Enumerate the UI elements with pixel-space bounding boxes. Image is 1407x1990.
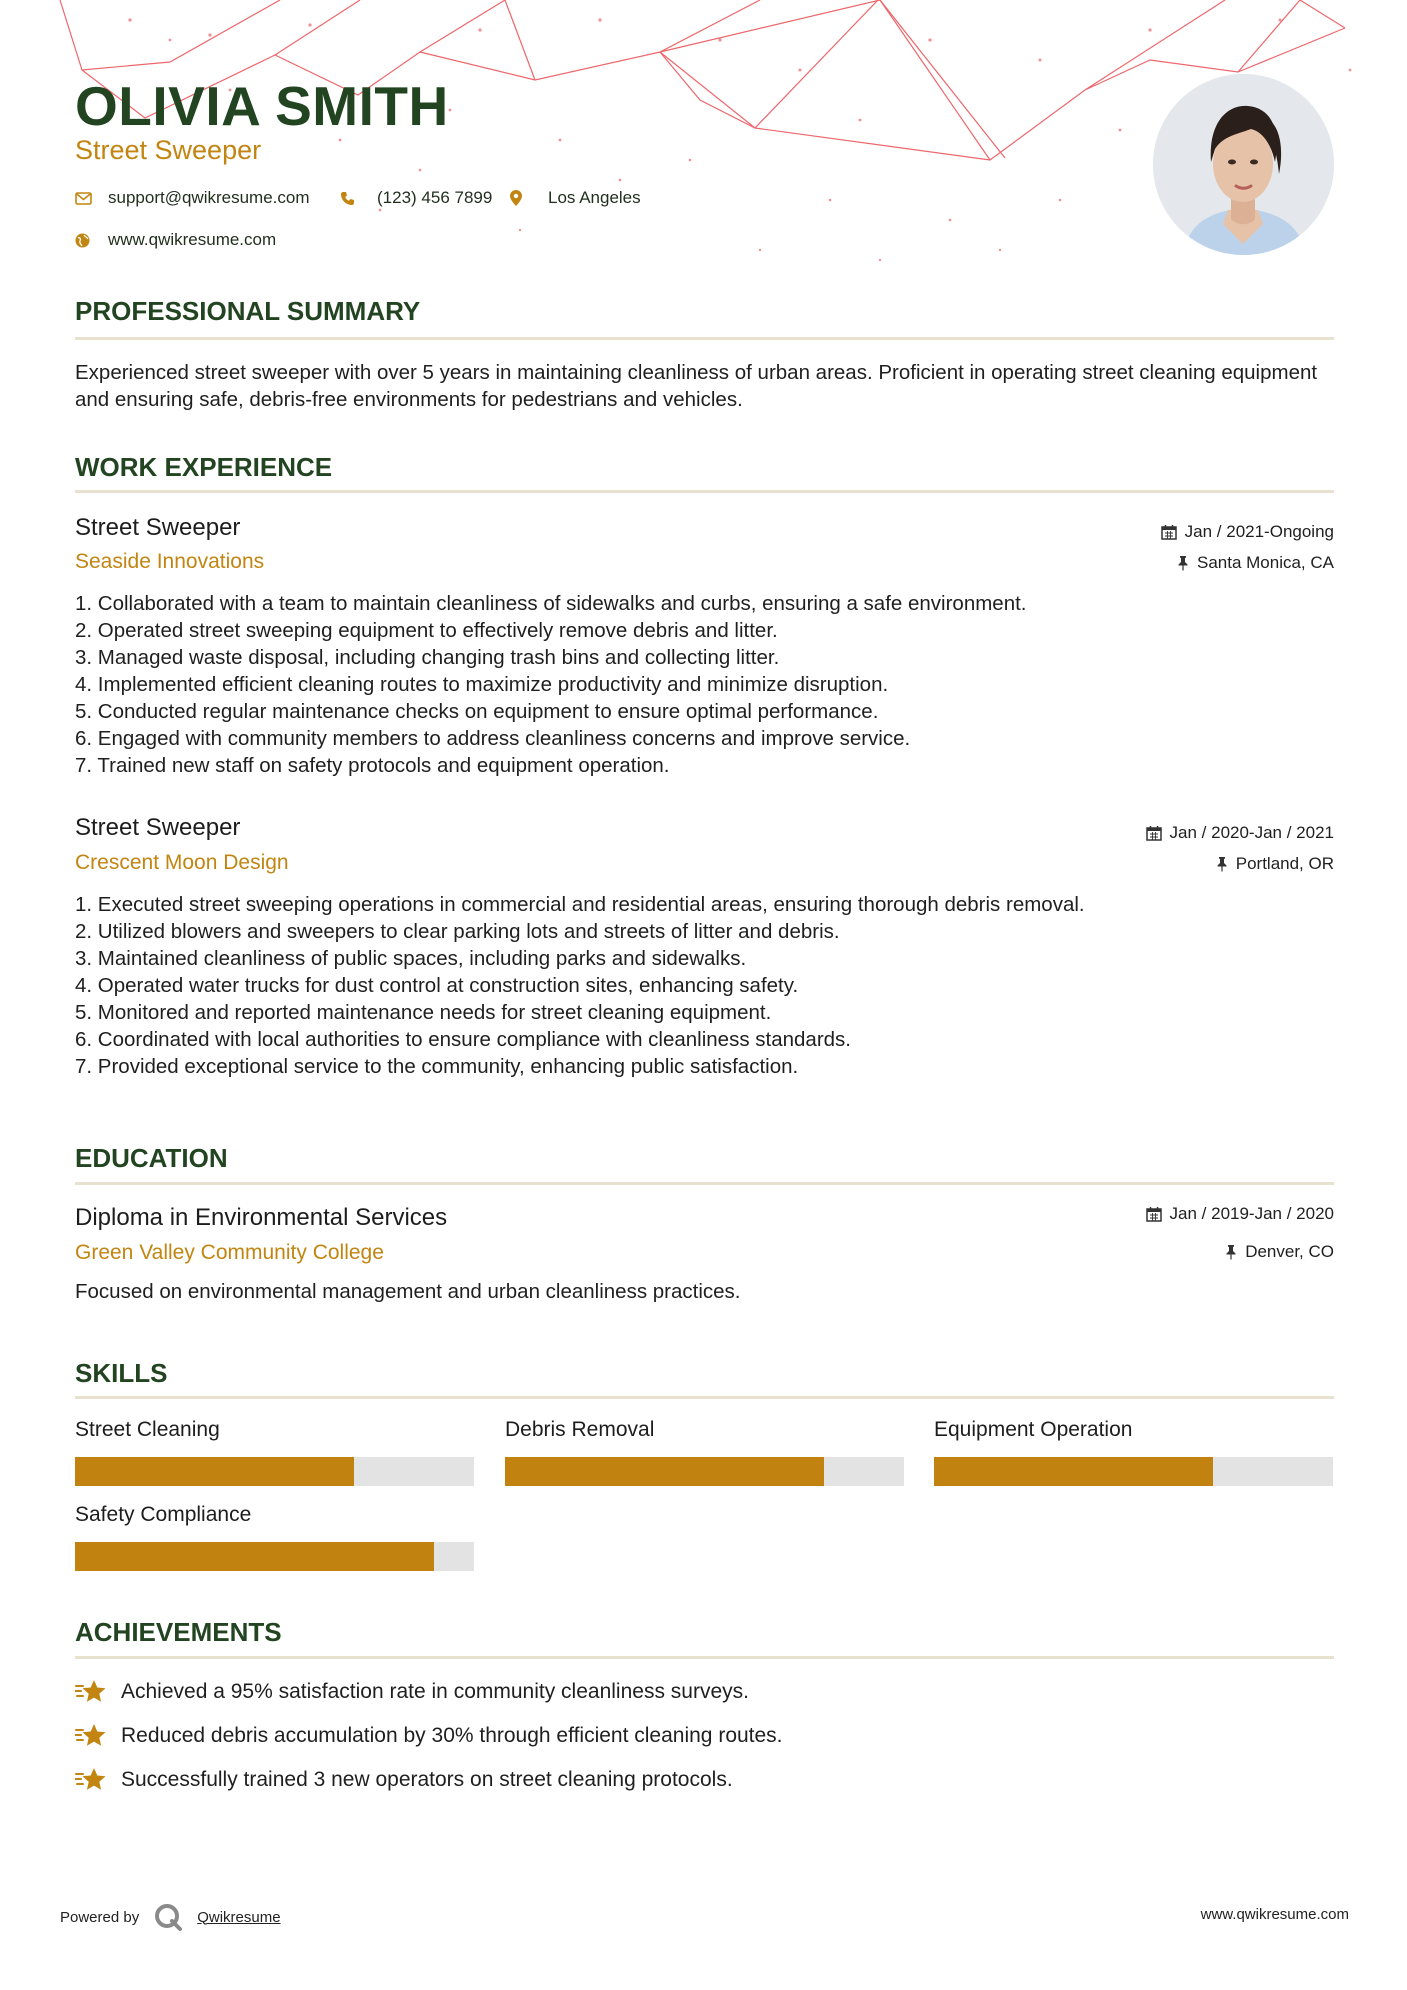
summary-divider — [75, 337, 1334, 340]
envelope-icon — [75, 192, 92, 205]
job-company: Seaside Innovations — [75, 550, 265, 573]
phone-text: (123) 456 7899 — [377, 188, 493, 207]
email-text: support@qwikresume.com — [108, 188, 310, 207]
skill-bar — [934, 1457, 1333, 1486]
list-item: 4. Implemented efficient cleaning routes to maximize productivity and minimize disruption. — [75, 673, 889, 696]
skill-item — [75, 1503, 474, 1571]
achievement-item — [75, 1722, 783, 1750]
skills-divider — [75, 1396, 1334, 1399]
qwikresume-link[interactable]: Qwikresume — [197, 1908, 281, 1926]
star-icon — [75, 1766, 107, 1794]
globe-icon — [75, 233, 90, 248]
job-title: Street Sweeper — [75, 514, 241, 541]
skill-bar-fill — [505, 1457, 824, 1486]
education-description: Focused on environmental management and urban cleanliness practices. — [75, 1280, 741, 1303]
achievements-heading: ACHIEVEMENTS — [75, 1617, 282, 1647]
list-item: 1. Collaborated with a team to maintain cleanliness of sidewalks and curbs, ensuring a safe environment. — [75, 592, 1027, 615]
education-divider — [75, 1182, 1334, 1185]
list-item: 2. Operated street sweeping equipment to effectively remove debris and litter. — [75, 619, 778, 642]
phone-icon — [340, 191, 355, 206]
star-icon — [75, 1722, 107, 1750]
education-dates — [1146, 1204, 1334, 1224]
skill-item — [934, 1418, 1333, 1486]
footer-website[interactable]: www.qwikresume.com — [1200, 1906, 1349, 1923]
skill-label: Debris Removal — [505, 1418, 655, 1441]
skill-label: Safety Compliance — [75, 1503, 252, 1526]
contact-phone[interactable] — [340, 188, 492, 208]
achievement-item — [75, 1678, 749, 1706]
contact-email[interactable] — [75, 188, 310, 208]
candidate-role: Street Sweeper — [75, 135, 262, 165]
profile-photo — [1153, 74, 1334, 255]
achievement-text: Achieved a 95% satisfaction rate in community cleanliness surveys. — [121, 1680, 749, 1703]
footer-powered-by — [60, 1902, 281, 1932]
calendar-icon — [1146, 825, 1162, 841]
job-dates-text: Jan / 2020-Jan / 2021 — [1169, 823, 1334, 842]
job-location — [1216, 854, 1334, 874]
qwikresume-logo-icon — [153, 1902, 183, 1932]
summary-text: Experienced street sweeper with over 5 years in maintaining cleanliness of urban areas. Proficient in operating street cleaning equipment and ensuring safe, debris-free environments for pedestrians and vehicles. — [75, 361, 1318, 411]
skill-label: Street Cleaning — [75, 1418, 220, 1441]
list-item: 4. Operated water trucks for dust control at construction sites, enhancing safety. — [75, 974, 799, 997]
education-location — [1225, 1242, 1334, 1262]
skill-item — [75, 1418, 474, 1486]
list-item: 3. Managed waste disposal, including changing trash bins and collecting litter. — [75, 646, 780, 669]
contact-location — [510, 188, 641, 208]
job-title: Street Sweeper — [75, 814, 241, 841]
calendar-icon — [1146, 1206, 1162, 1222]
job-location-text: Portland, OR — [1235, 854, 1334, 873]
education-dates-text: Jan / 2019-Jan / 2020 — [1169, 1204, 1334, 1223]
job-company: Crescent Moon Design — [75, 851, 289, 874]
list-item: 5. Conducted regular maintenance checks on equipment to ensure optimal performance. — [75, 700, 879, 723]
achievement-text: Reduced debris accumulation by 30% through efficient cleaning routes. — [121, 1724, 783, 1747]
skill-item — [505, 1418, 904, 1486]
job-location — [1177, 553, 1334, 573]
list-item: 7. Provided exceptional service to the community, enhancing public satisfaction. — [75, 1055, 799, 1078]
list-item: 6. Engaged with community members to address cleanliness concerns and improve service. — [75, 727, 911, 750]
map-pin-icon — [510, 190, 522, 206]
list-item: 7. Trained new staff on safety protocols and equipment operation. — [75, 754, 670, 777]
location-text: Los Angeles — [548, 188, 641, 207]
job-responsibilities — [75, 590, 1337, 779]
powered-by-label: Powered by — [60, 1908, 140, 1926]
achievement-text: Successfully trained 3 new operators on street cleaning protocols. — [121, 1768, 733, 1791]
skill-bar-fill — [75, 1542, 434, 1571]
summary-heading: PROFESSIONAL SUMMARY — [75, 296, 421, 326]
list-item: 3. Maintained cleanliness of public spaces, including parks and sidewalks. — [75, 947, 747, 970]
star-icon — [75, 1678, 107, 1706]
education-heading: EDUCATION — [75, 1143, 228, 1173]
job-dates-text: Jan / 2021-Ongoing — [1184, 522, 1334, 541]
pushpin-icon — [1177, 555, 1189, 571]
website-text: www.qwikresume.com — [108, 230, 277, 249]
experience-heading: WORK EXPERIENCE — [75, 452, 333, 482]
calendar-icon — [1161, 524, 1177, 540]
skill-bar — [75, 1542, 474, 1571]
education-school: Green Valley Community College — [75, 1241, 384, 1264]
skill-label: Equipment Operation — [934, 1418, 1133, 1441]
skill-bar — [75, 1457, 474, 1486]
pushpin-icon — [1216, 856, 1228, 872]
pushpin-icon — [1225, 1244, 1237, 1260]
education-degree: Diploma in Environmental Services — [75, 1204, 448, 1231]
list-item: 1. Executed street sweeping operations in commercial and residential areas, ensuring thorough debris removal. — [75, 893, 1085, 916]
job-dates — [1161, 522, 1334, 542]
list-item: 5. Monitored and reported maintenance needs for street cleaning equipment. — [75, 1001, 772, 1024]
candidate-name: OLIVIA SMITH — [75, 75, 449, 137]
skill-bar — [505, 1457, 904, 1486]
job-dates — [1146, 823, 1334, 843]
experience-divider — [75, 490, 1334, 493]
job-location-text: Santa Monica, CA — [1196, 553, 1334, 572]
skill-bar-fill — [934, 1457, 1213, 1486]
education-location-text: Denver, CO — [1245, 1242, 1334, 1261]
list-item: 6. Coordinated with local authorities to ensure compliance with cleanliness standards. — [75, 1028, 852, 1051]
list-item: 2. Utilized blowers and sweepers to clear parking lots and streets of litter and debris. — [75, 920, 840, 943]
skill-bar-fill — [75, 1457, 354, 1486]
job-responsibilities — [75, 891, 1337, 1080]
achievements-divider — [75, 1656, 1334, 1659]
achievement-item — [75, 1766, 733, 1794]
contact-website[interactable] — [75, 230, 276, 250]
skills-heading: SKILLS — [75, 1358, 168, 1388]
